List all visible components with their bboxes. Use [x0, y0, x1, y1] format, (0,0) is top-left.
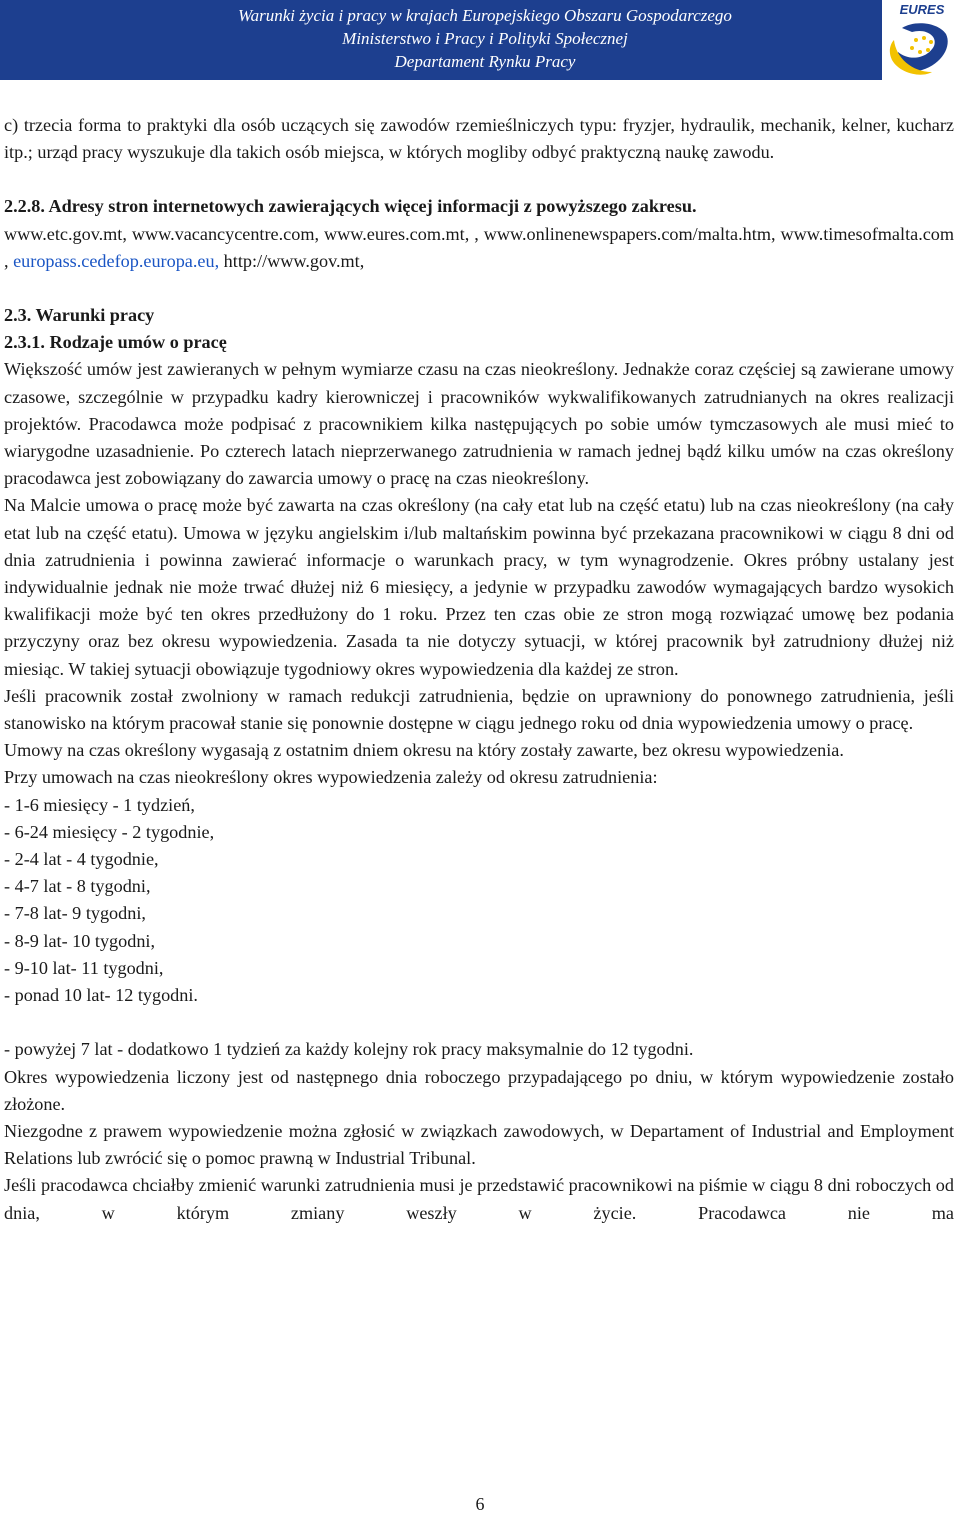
paragraph-redundancy: Jeśli pracownik został zwolniony w ramach redukcji zatrudnienia, będzie on uprawniony do ponownego zatrudnienia, jeśli stanowisko na którym pracował stanie się ponownie dostępne w ciągu jednego roku od dnia wypowiedzenia umowy o pracę. [4, 685, 954, 734]
notice-period-item: - 8-9 lat- 10 tygodni, [4, 930, 156, 951]
header-line-1: Warunki życia i pracy w krajach Europejskiego Obszaru Gospodarczego [238, 6, 732, 25]
website-link[interactable]: europass.cedefop.europa.eu, [13, 250, 220, 271]
spacer [4, 275, 954, 302]
links-paragraph [4, 221, 954, 275]
paragraph-changes: Jeśli pracodawca chciałby zmienić warunki zatrudnienia musi je przedstawić pracownikowi na piśmie w ciągu 8 dni roboczych od dnia, w którym zmiany weszły w życie. Pracodawca nie ma [4, 1175, 954, 1223]
header-line-3: Departament Rynku Pracy [394, 52, 576, 71]
notice-extra-item: - powyżej 7 lat - dodatkowo 1 tydzień za każdy kolejny rok pracy maksymalnie do 12 tygodni. [4, 1039, 694, 1060]
website-link[interactable]: www.vacancycentre.com, [131, 223, 320, 244]
notice-period-item: - 7-8 lat- 9 tygodni, [4, 903, 146, 924]
spacer [4, 1009, 954, 1036]
header-title [190, 4, 780, 73]
website-link[interactable]: , [474, 223, 479, 244]
paragraph-unlawful-dismissal: Niezgodne z prawem wypowiedzenie można zgłosić w związkach zawodowych, w Departament of Industrial and Employment Relations lub zwrócić się o pomoc prawną w Industrial Tribunal. [4, 1120, 954, 1169]
notice-period-item: - 4-7 lat - 8 tygodni, [4, 876, 151, 897]
website-link[interactable]: www.eures.com.mt, [323, 223, 470, 244]
intro-paragraph: c) trzecia forma to praktyki dla osób uczących się zawodów rzemieślniczych typu: fryzjer, hydraulik, mechanik, kelner, kucharz itp.; urząd pracy wyszukuje dla takich osób miejsca, w których mogliby odbyć praktyczną naukę zawodu. [4, 115, 954, 163]
section-2-3-heading: 2.3. Warunki pracy [4, 305, 155, 326]
paragraph-contract-types: Większość umów jest zawieranych w pełnym wymiarze czasu na czas nieokreślony. Jednakże coraz częściej są zawierane umowy czasowe, szczególnie w przypadku kadry kierowniczej i pracowników wykwalifikowanych zatrudnianych na okres realizacji projektów. Pracodawca może podpisać z pracownikiem kilka następujących po sobie umów tymczasowych ale musi mieć to wiarygodne uzasadnienie. Po czterech latach nieprzerwanego zatrudnienia w ramach jednej bądź kilku umów na czas określony pracodawca jest zobowiązany do zawarcia umowy o pracę na czas nieokreślony. [4, 359, 954, 489]
document-body [4, 112, 954, 1227]
notice-period-list [4, 792, 954, 1010]
logo-wordmark: EURES [899, 2, 945, 17]
website-link[interactable]: , [4, 250, 9, 271]
website-link[interactable]: www.etc.gov.mt, [4, 223, 127, 244]
website-link[interactable]: www.onlinenewspapers.com/malta.htm, [483, 223, 776, 244]
website-link[interactable]: www.timesofmalta.com [780, 223, 955, 244]
section-2-3-1-heading: 2.3.1. Rodzaje umów o pracę [4, 332, 227, 353]
paragraph-malta-contracts: Na Malcie umowa o pracę może być zawarta na czas określony (na cały etat lub na część etatu) lub na czas nieokreślony (na cały etat lub na część etatu). Umowa w języku angielskim i/lub maltańskim powinna być przekazana pracownikowi w ciągu 8 dni od dnia zatrudnienia i powinna zawierać informacje o warunkach pracy, w tym wynagrodzenie. Okres próbny ustalany jest indywidualnie jednak nie może trwać dłużej niż 6 miesięcy, a jedynie w przypadku zawodów wymagających bardzo wysokich kwalifikacji może być ten okres przedłużony do 1 roku. Przez ten czas obie ze stron mogą rozwiązać umowę bez podania przyczyny oraz bez okresu wypowiedzenia. Zasada ta nie dotyczy sytuacji, w której pracownik był zatrudniony dłużej niż miesiąc. W takiej sytuacji obowiązuje tygodniowy okres wypowiedzenia dla każdej ze stron. [4, 495, 954, 679]
notice-period-item: - 9-10 lat- 11 tygodni, [4, 957, 164, 978]
section-2-2-8-heading: 2.2.8. Adresy stron internetowych zawierających więcej informacji z powyższego zakresu. [4, 196, 697, 217]
paragraph-fixed-term: Umowy na czas określony wygasają z ostatnim dniem okresu na który zostały zawarte, bez okresu wypowiedzenia. [4, 740, 844, 761]
website-link[interactable]: http://www.gov.mt, [223, 250, 365, 271]
notice-period-item: - 6-24 miesięcy - 2 tygodnie, [4, 821, 215, 842]
paragraph-notice-counting: Okres wypowiedzenia liczony jest od następnego dnia roboczego przypadającego po dniu, w którym wypowiedzenie zostało złożone. [4, 1066, 954, 1114]
notice-period-item: - 2-4 lat - 4 tygodnie, [4, 849, 159, 870]
document-header [0, 0, 960, 80]
eures-logo-icon [882, 0, 960, 80]
notice-period-item: - ponad 10 lat- 12 tygodni. [4, 985, 198, 1006]
eures-logo [882, 0, 960, 80]
notice-period-item: - 1-6 miesięcy - 1 tydzień, [4, 794, 195, 815]
header-line-2: Ministerstwo i Pracy i Polityki Społecznej [342, 29, 628, 48]
page-number: 6 [475, 1494, 485, 1514]
paragraph-notice-intro: Przy umowach na czas nieokreślony okres wypowiedzenia zależy od okresu zatrudnienia: [4, 767, 658, 788]
